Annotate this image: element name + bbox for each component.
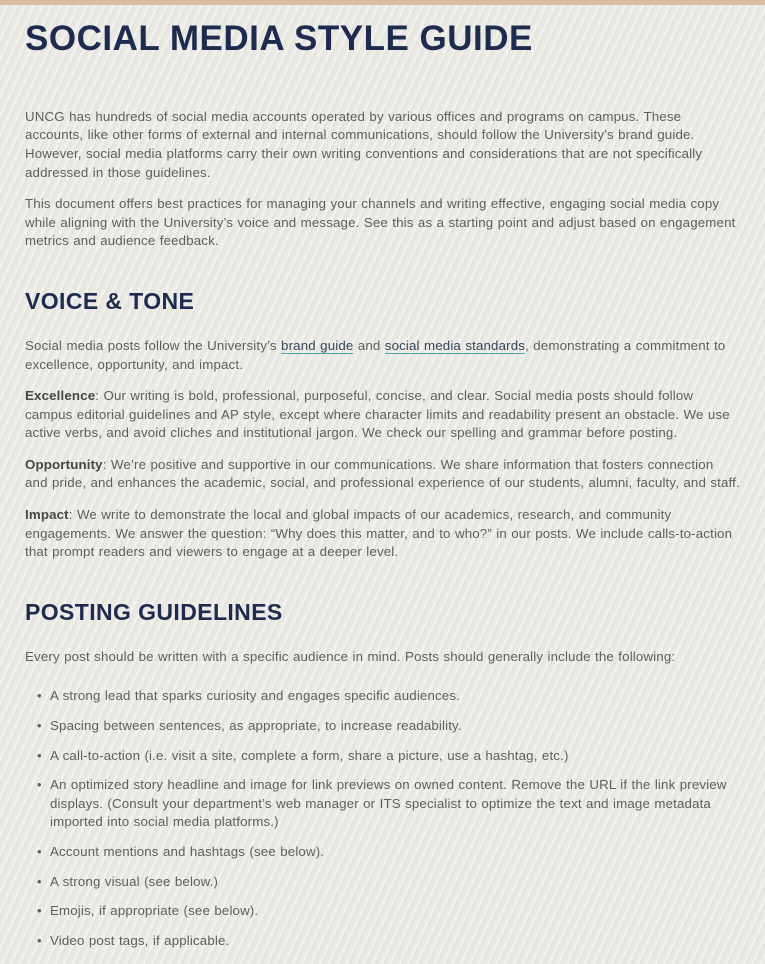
intro-paragraph-1: UNCG has hundreds of social media accounts operated by various offices and programs on campus. These accounts, like other forms of external and internal communications, should follow the University’s brand guide. However, social media platforms carry their own writing conventions and considerations that are not specifically addressed in those guidelines. [25, 108, 703, 180]
value-text-impact: : We write to demonstrate the local and global impacts of our academics, research, and community engagements. We answer the question: “Why does this matter, and to who?” in our posts. We include calls-to-action that prompt readers and viewers to engage at a deeper level. [25, 507, 733, 560]
section-heading-posting-guidelines: POSTING GUIDELINES [25, 598, 283, 625]
list-item: • A strong visual (see below.) [25, 873, 740, 892]
voice-tone-intro-post: , demonstrating a commitment to excellence, opportunity, and impact. [25, 337, 726, 372]
value-paragraph-opportunity [25, 456, 740, 493]
list-item: • Video post tags, if applicable. [25, 932, 740, 951]
top-accent-bar [0, 0, 765, 5]
list-item: • A call-to-action (i.e. visit a site, complete a form, share a picture, use a hashtag, etc.) [25, 747, 740, 766]
value-text-excellence: : Our writing is bold, professional, purposeful, concise, and clear. Social media posts should follow campus editorial guidelines and AP style, except where character limits and readability present an obstacle. We use active verbs, and avoid cliches and institutional jargon. We check our spelling and grammar before posting. [25, 388, 730, 441]
intro-paragraph-2: This document offers best practices for managing your channels and writing effective, engaging social media copy while aligning with the University’s voice and message. See this as a starting point and adjust based on engagement metrics and audience feedback. [25, 196, 736, 249]
value-paragraph-impact [25, 506, 740, 562]
list-item: • Spacing between sentences, as appropriate, to increase readability. [25, 717, 740, 736]
voice-tone-intro-paragraph [25, 337, 740, 374]
brand-guide-link[interactable]: brand guide [281, 337, 354, 353]
voice-tone-intro-pre: Social media posts follow the University’s [25, 337, 282, 353]
voice-tone-intro-mid: and [353, 337, 385, 353]
social-media-standards-link[interactable]: social media standards [384, 337, 526, 353]
value-term-opportunity: Opportunity [25, 456, 103, 472]
list-item: • An optimized story headline and image for link previews on owned content. Remove the URL if the link preview displays. (Consult your department’s web manager or ITS specialist to optimize the text and image metadata imported into social media platforms.) [25, 776, 740, 832]
value-term-impact: Impact [25, 507, 69, 523]
section-heading-voice-tone: VOICE & TONE [25, 287, 195, 314]
list-item: • Account mentions and hashtags (see below). [25, 843, 740, 862]
list-item: • A strong lead that sparks curiosity and engages specific audiences. [25, 687, 740, 706]
value-paragraph-excellence [25, 387, 740, 443]
posting-guidelines-intro: Every post should be written with a specific audience in mind. Posts should generally include the following: [25, 648, 676, 664]
list-item: • Emojis, if appropriate (see below). [25, 902, 740, 921]
document-content [0, 21, 765, 950]
value-text-opportunity: : We’re positive and supportive in our communications. We share information that fosters connection and pride, and enhances the academic, social, and professional experience of our students, alumni, faculty, and staff. [25, 456, 740, 491]
posting-guidelines-list [25, 687, 740, 950]
value-term-excellence: Excellence [25, 388, 96, 404]
page-title: SOCIAL MEDIA STYLE GUIDE [25, 19, 533, 58]
